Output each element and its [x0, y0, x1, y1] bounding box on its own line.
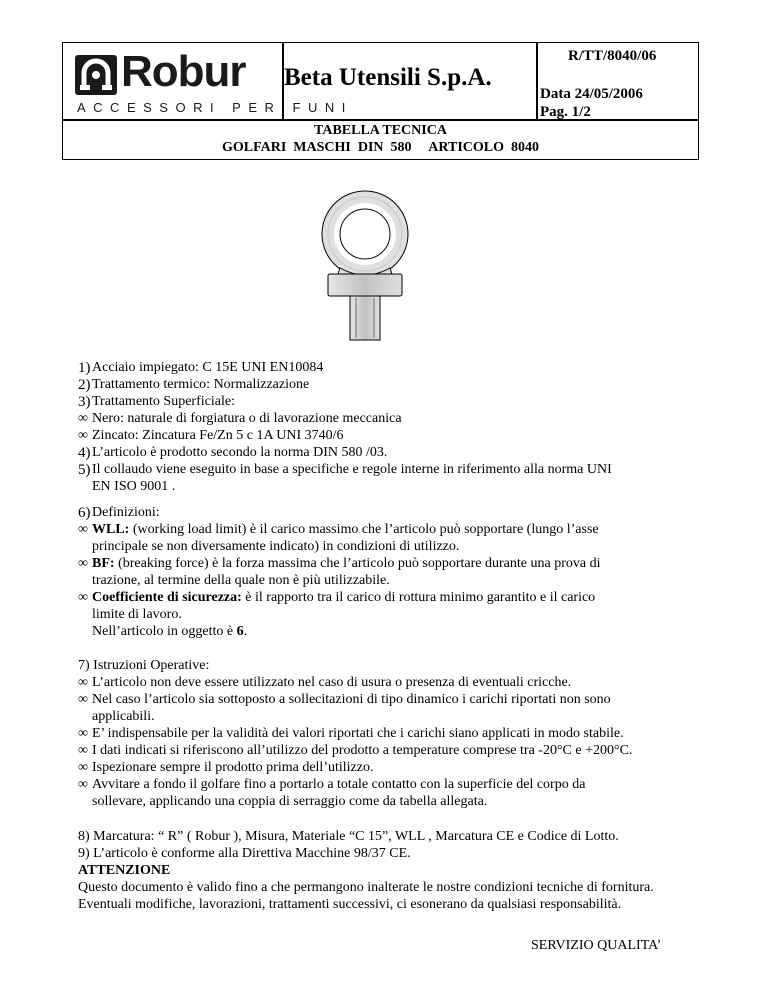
- term-text: principale se non diversamente indicato) in condizioni di utilizzo.: [92, 539, 460, 554]
- term-text: (working load limit) è il carico massimo che l’articolo può sopportare (lungo l’asse: [129, 522, 599, 537]
- list-text: Nel caso l’articolo sia sottoposto a sollecitazioni di tipo dinamico i carichi riportati non sono: [92, 692, 611, 707]
- bullet-icon: ∞: [78, 675, 88, 690]
- eye-bolt-image: [300, 190, 430, 350]
- list-marker: 4): [78, 445, 91, 461]
- instructions-heading: 7) Istruzioni Operative:: [78, 658, 210, 673]
- term-text: limite di lavoro.: [92, 607, 182, 622]
- logo-wordmark: Robur: [121, 47, 246, 96]
- header-divider: [63, 119, 698, 121]
- list-marker: 2): [78, 377, 91, 393]
- list-text: Acciaio impiegato: C 15E UNI EN10084: [92, 360, 324, 375]
- company-name: Beta Utensili S.p.A.: [284, 64, 492, 91]
- attention-heading: ATTENZIONE: [78, 863, 171, 878]
- liability-note: Eventuali modifiche, lavorazioni, trattamenti successivi, ci esonerano da qualsiasi responsabilità.: [78, 897, 622, 912]
- term-label: BF:: [92, 556, 115, 571]
- bullet-icon: ∞: [78, 556, 88, 571]
- bullet-icon: ∞: [78, 777, 88, 792]
- list-text: Avvitare a fondo il golfare fino a portarlo a totale contatto con la superficie del corpo da: [92, 777, 586, 792]
- list-text: Zincato: Zincatura Fe/Zn 5 c 1A UNI 3740/6: [92, 428, 344, 443]
- bullet-icon: ∞: [78, 760, 88, 775]
- document-code: R/TT/8040/06: [568, 48, 657, 64]
- bullet-icon: ∞: [78, 411, 88, 426]
- list-text: Nero: naturale di forgiatura o di lavorazione meccanica: [92, 411, 402, 426]
- list-text: L’articolo è prodotto secondo la norma DIN 580 /03.: [92, 445, 388, 460]
- term-label: Coefficiente di sicurezza:: [92, 590, 242, 605]
- document-date: Data 24/05/2006: [540, 86, 643, 102]
- safety-factor-value: 6: [236, 624, 244, 639]
- header-divider: [536, 43, 538, 119]
- term-text: è il rapporto tra il carico di rottura minimo garantito e il carico: [241, 590, 596, 605]
- list-text: Trattamento termico: Normalizzazione: [92, 377, 310, 392]
- list-text: Trattamento Superficiale:: [92, 394, 235, 409]
- list-marker: 1): [78, 360, 91, 376]
- shackle-icon: [75, 55, 117, 95]
- bullet-icon: ∞: [78, 692, 88, 707]
- marking-line: 8) Marcatura: “ R” ( Robur ), Misura, Materiale “C 15”, WLL , Marcatura CE e Codice di Lotto.: [78, 829, 619, 844]
- term-label: WLL:: [92, 522, 130, 537]
- bullet-icon: ∞: [78, 428, 88, 443]
- term-text: .: [243, 624, 248, 639]
- list-text: L’articolo non deve essere utilizzato nel caso di usura o presenza di eventuali cricche.: [92, 675, 572, 690]
- article-title: GOLFARI MASCHI DIN 580 ARTICOLO 8040: [222, 140, 539, 155]
- term-text: Nell’articolo in oggetto è: [92, 624, 237, 639]
- term-text: (breaking force) è la forza massima che l’articolo può sopportare durante una prova di: [114, 556, 601, 571]
- table-title: TABELLA TECNICA: [314, 123, 447, 138]
- list-text: E’ indispensabile per la validità dei valori riportati che i carichi siano applicati in modo stabile.: [92, 726, 624, 741]
- list-marker: 5): [78, 462, 91, 478]
- list-text: sollevare, applicando una coppia di serraggio come da tabella allegata.: [92, 794, 488, 809]
- list-text: EN ISO 9001 .: [92, 479, 176, 494]
- bullet-icon: ∞: [78, 590, 88, 605]
- list-text: Il collaudo viene eseguito in base a specifiche e regole interne in riferimento alla norma UNI: [92, 462, 612, 477]
- list-text: Ispezionare sempre il prodotto prima dell’utilizzo.: [92, 760, 374, 775]
- term-text: trazione, al termine della quale non è più utilizzabile.: [92, 573, 390, 588]
- bullet-icon: ∞: [78, 743, 88, 758]
- list-text: applicabili.: [92, 709, 155, 724]
- robur-logo: [75, 47, 353, 115]
- list-marker: 6): [78, 505, 91, 521]
- list-text: Definizioni:: [92, 505, 160, 520]
- bullet-icon: ∞: [78, 522, 88, 537]
- list-text: I dati indicati si riferiscono all’utilizzo del prodotto a temperature comprese tra -20°C e +200°C.: [92, 743, 633, 758]
- quality-signature: SERVIZIO QUALITA’: [531, 938, 662, 953]
- list-marker: 3): [78, 394, 91, 410]
- logo-subtitle: ACCESSORI PER FUNI: [77, 100, 353, 115]
- page-number: Pag. 1/2: [540, 104, 591, 120]
- bullet-icon: ∞: [78, 726, 88, 741]
- conformity-line: 9) L’articolo è conforme alla Direttiva Macchine 98/37 CE.: [78, 846, 411, 861]
- validity-note: Questo documento è valido fino a che permangono inalterate le nostre condizioni tecniche di fornitura.: [78, 880, 654, 895]
